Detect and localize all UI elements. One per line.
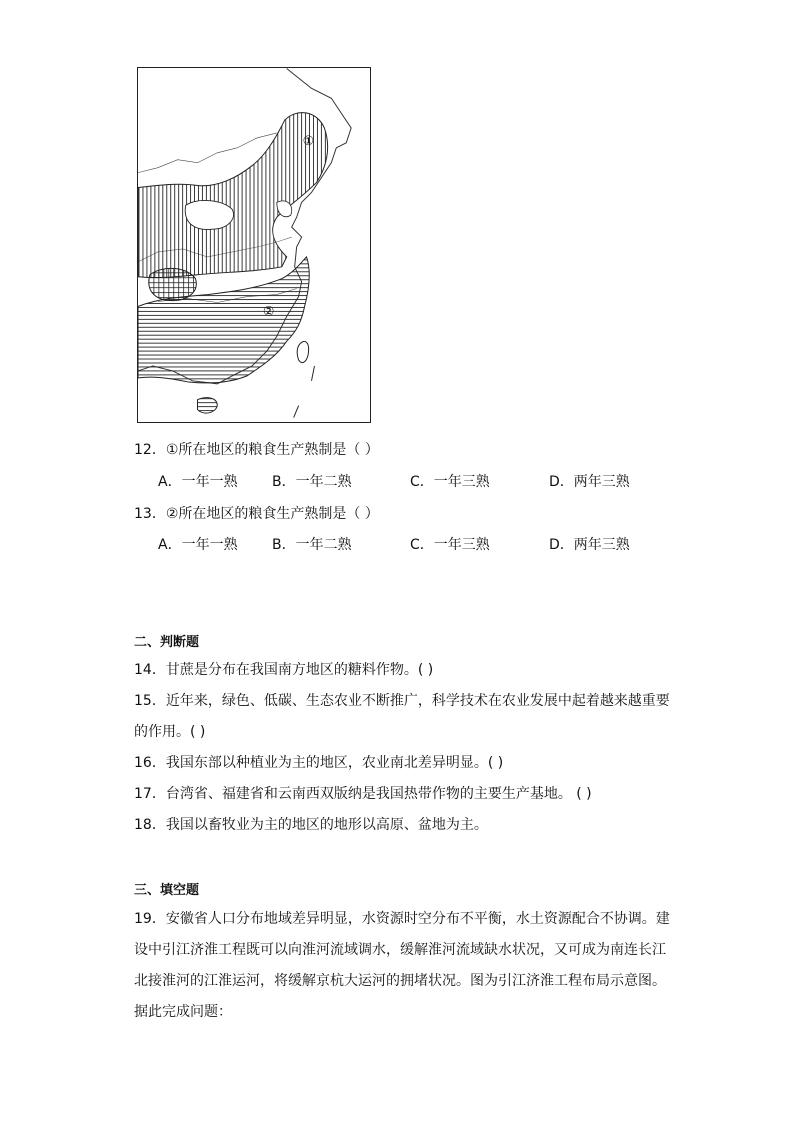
question-12	[134, 440, 379, 460]
grid-hatch-area	[149, 268, 196, 300]
question-13-option-d[interactable]: D．两年三熟	[549, 537, 630, 553]
region-1-vertical-hatch	[138, 113, 328, 278]
question-19-line-4: 据此完成问题：	[134, 1004, 232, 1020]
map-svg	[138, 68, 370, 422]
question-13-number: 13．	[134, 506, 166, 522]
section-2-title: 二、判断题	[134, 635, 200, 650]
question-13-option-b[interactable]: B．一年二熟	[272, 537, 352, 553]
question-19-line-1: 19．安徽省人口分布地域差异明显，水资源时空分布不平衡，水土资源配合不协调。建	[134, 911, 670, 927]
question-12-stem: ①所在地区的粮食生产熟制是（ ）	[165, 442, 379, 458]
question-12-option-a[interactable]: A．一年一熟	[158, 474, 238, 490]
region-1-blank-area	[185, 200, 233, 229]
question-15-line-1: 15．近年来，绿色、低碳、生态农业不断推广，科学技术在农业发展中起着越来越重要	[134, 693, 670, 709]
section-3-title: 三、填空题	[134, 883, 200, 898]
question-13-option-c[interactable]: C．一年三熟	[410, 537, 490, 553]
map-label-2: ②	[262, 304, 275, 320]
question-12-option-b[interactable]: B．一年二熟	[272, 474, 352, 490]
question-13-option-a[interactable]: A．一年一熟	[158, 537, 238, 553]
taiwan-island	[297, 341, 308, 362]
question-12-number: 12．	[134, 442, 166, 458]
question-13-stem: ②所在地区的粮食生产熟制是（ ）	[165, 506, 379, 522]
question-18: 18．我国以畜牧业为主的地区的地形以高原、盆地为主。	[134, 817, 488, 833]
question-15-line-2: 的作用。( )	[134, 724, 206, 740]
question-17: 17．台湾省、福建省和云南西双版纳是我国热带作物的主要生产基地。 ( )	[134, 786, 592, 802]
question-16: 16．我国东部以种植业为主的地区，农业南北差异明显。( )	[134, 755, 504, 771]
question-12-option-d[interactable]: D．两年三熟	[549, 474, 630, 490]
question-13	[134, 504, 379, 524]
china-agriculture-map	[137, 67, 371, 423]
question-19-line-2: 设中引江济淮工程既可以向淮河流域调水，缓解淮河流域缺水状况，又可成为南连长江	[134, 942, 666, 958]
map-label-1: ①	[302, 133, 315, 149]
sea-boundary-dash	[312, 366, 315, 381]
hainan-island	[197, 398, 217, 413]
question-19-line-3: 北接淮河的江淮运河，将缓解京杭大运河的拥堵状况。图为引江济淮工程布局示意图。	[134, 973, 666, 989]
sea-boundary-dash	[294, 406, 299, 418]
question-14: 14．甘蔗是分布在我国南方地区的糖料作物。( )	[134, 662, 434, 678]
question-12-option-c[interactable]: C．一年三熟	[410, 474, 490, 490]
